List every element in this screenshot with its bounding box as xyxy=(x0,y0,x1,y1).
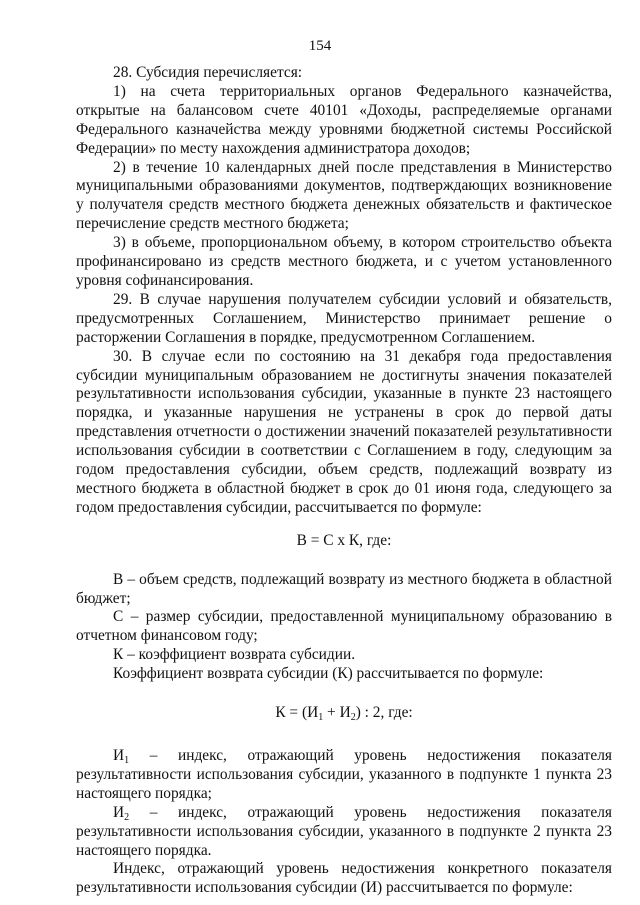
formula-refund-amount: В = С х К, где: xyxy=(296,531,392,549)
document-body xyxy=(76,64,612,898)
index-intro: Индекс, отражающий уровень недостижения конкретного показателя результативности использования субсидии (И) рассчитывается по формуле: xyxy=(76,860,612,897)
definition-v: В – объем средств, подлежащий возврату из местного бюджета в областной бюджет; xyxy=(76,570,612,607)
coefficient-intro: Коэффициент возврата субсидии (К) рассчитывается по формуле: xyxy=(113,665,544,683)
formula-coefficient xyxy=(76,704,612,723)
formula-subscript-1: 1 xyxy=(318,712,324,724)
formula-coefficient-start: К = (И xyxy=(275,704,319,722)
page-number: 154 xyxy=(308,38,332,54)
i2-symbol: И xyxy=(113,803,125,821)
i1-symbol: И xyxy=(113,747,125,764)
i1-text: – индекс, отражающий уровень недостижения показателя результативности использования субсидии, указанного в подпункте 1 пункта 23 настоящего порядка; xyxy=(76,747,612,802)
paragraph-30: 30. В случае если по состоянию на 31 декабря года предоставления субсидии муниципальным образованием не достигнуты значения показателей результативности использования субсидии, указанные в пункте 23 настоящего порядка, и указанные нарушения не устранены в срок до первой даты представления отчетности о достижении значений показателей результативности использования субсидии в соответствии с Соглашением в году, следующим за годом предоставления субсидии, объем средств, подлежащий возврату из местного бюджета в областной бюджет в срок до 01 июня года, следующего за годом предоставления субсидии, рассчитывается по формуле: xyxy=(76,347,612,516)
paragraph-29: 29. В случае нарушения получателем субсидии условий и обязательств, предусмотренных Соглашением, Министерство принимает решение о расторжении Соглашения в порядке, предусмотренном Соглашением. xyxy=(76,290,612,346)
i2-text: – индекс, отражающий уровень недостижения показателя результативности использования субсидии, указанного в подпункте 2 пункта 23 настоящего порядка. xyxy=(76,803,612,859)
i2-subscript: 2 xyxy=(124,811,130,823)
paragraph-28-item-1: 1) на счета территориальных органов Федерального казначейства, открытые на балансовом счете 40101 «Доходы, распределяемые органами Федерального казначейства между уровнями бюджетной системы Российской Федерации» по месту нахождения администратора доходов; xyxy=(76,82,612,157)
i1-subscript: 1 xyxy=(124,755,130,766)
formula-subscript-2: 2 xyxy=(350,712,356,724)
paragraph-28-title: 28. Субсидия перечисляется: xyxy=(113,64,303,81)
paragraph-28-item-2: 2) в течение 10 календарных дней после представления в Министерство муниципальными образованиями документов, подтверждающих возникновение у получателя средств местного бюджета денежных обязательств и фактическое перечисление средств местного бюджета; xyxy=(76,158,612,233)
definition-i2 xyxy=(76,804,612,861)
paragraph-28-item-3: 3) в объеме, пропорциональном объему, в котором строительство объекта профинансировано из средств местного бюджета, и с учетом установленного уровня софинансирования. xyxy=(76,234,612,289)
definition-i1 xyxy=(76,747,612,804)
formula-coefficient-end: ) : 2, где: xyxy=(355,704,413,722)
formula-coefficient-plus: + И xyxy=(323,704,351,722)
definition-k: К – коэффициент возврата субсидии. xyxy=(113,646,356,664)
definition-c: С – размер субсидии, предоставленной муниципальному образованию в отчетном финансовом году; xyxy=(76,608,612,645)
